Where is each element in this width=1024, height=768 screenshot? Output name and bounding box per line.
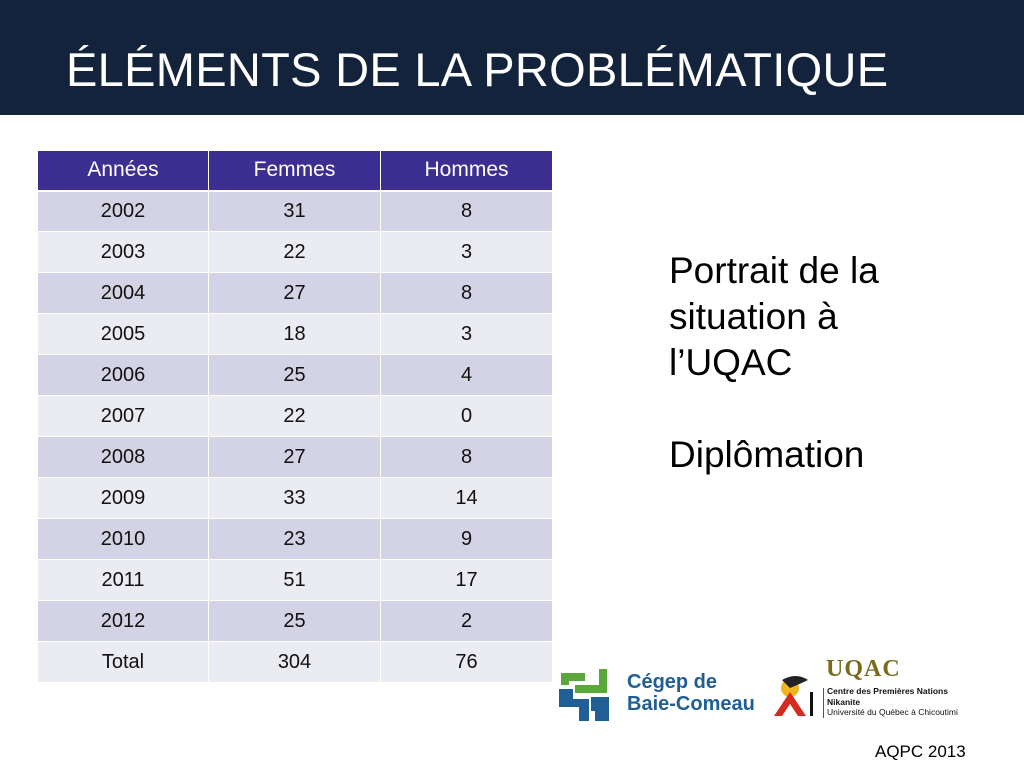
uqac-divider <box>823 688 824 718</box>
cell-total-label: Total <box>38 642 209 683</box>
table-row-total <box>38 642 553 683</box>
graduation-table <box>37 150 553 683</box>
table-row <box>38 601 553 642</box>
cell-year: 2011 <box>38 560 209 601</box>
footer-label: AQPC 2013 <box>875 742 966 761</box>
uqac-line-3: Université du Québec à Chicoutimi <box>827 707 958 717</box>
cegep-logo <box>555 665 755 725</box>
header-femmes: Femmes <box>209 151 381 191</box>
uqac-logo <box>770 656 990 722</box>
cell-men: 8 <box>381 437 553 478</box>
uqac-emblem-icon <box>770 656 822 722</box>
cell-year: 2003 <box>38 232 209 273</box>
header-hommes: Hommes <box>381 151 553 191</box>
cell-men: 8 <box>381 191 553 232</box>
table-row <box>38 478 553 519</box>
cell-year: 2007 <box>38 396 209 437</box>
cell-women: 27 <box>209 437 381 478</box>
cell-men: 8 <box>381 273 553 314</box>
cell-year: 2008 <box>38 437 209 478</box>
cell-women: 23 <box>209 519 381 560</box>
slide-title: ÉLÉMENTS DE LA PROBLÉMATIQUE <box>66 43 889 96</box>
table-row <box>38 273 553 314</box>
cell-men: 3 <box>381 314 553 355</box>
uqac-line-2: Nikanite <box>827 696 861 707</box>
cegep-emblem-icon <box>555 665 619 725</box>
cell-men: 2 <box>381 601 553 642</box>
cell-women: 25 <box>209 601 381 642</box>
caption-line-3: l’UQAC <box>669 342 793 383</box>
caption-line-4: Diplômation <box>669 434 865 475</box>
cegep-name: Cégep de Baie-Comeau <box>627 671 755 715</box>
cell-year: 2009 <box>38 478 209 519</box>
caption-line-1: Portrait de la <box>669 250 879 291</box>
cell-women: 25 <box>209 355 381 396</box>
cell-men: 3 <box>381 232 553 273</box>
header-annees: Années <box>38 151 209 191</box>
caption-line-2: situation à <box>669 296 838 337</box>
cell-year: 2004 <box>38 273 209 314</box>
cell-total-women: 304 <box>209 642 381 683</box>
table-row <box>38 396 553 437</box>
cell-year: 2005 <box>38 314 209 355</box>
table-row <box>38 560 553 601</box>
side-caption <box>669 248 989 478</box>
uqac-word: UQAC <box>826 656 901 682</box>
cell-women: 31 <box>209 191 381 232</box>
cell-men: 17 <box>381 560 553 601</box>
table-row <box>38 437 553 478</box>
cell-women: 33 <box>209 478 381 519</box>
uqac-text-lines <box>827 686 958 718</box>
cell-year: 2010 <box>38 519 209 560</box>
uqac-line-1: Centre des Premières Nations <box>827 686 948 696</box>
caption-spacer <box>669 386 989 432</box>
cell-women: 51 <box>209 560 381 601</box>
cell-men: 0 <box>381 396 553 437</box>
cell-women: 27 <box>209 273 381 314</box>
cell-year: 2006 <box>38 355 209 396</box>
cell-total-men: 76 <box>381 642 553 683</box>
cell-women: 22 <box>209 232 381 273</box>
cell-men: 9 <box>381 519 553 560</box>
table-row <box>38 519 553 560</box>
cell-year: 2012 <box>38 601 209 642</box>
table-row <box>38 191 553 232</box>
cell-year: 2002 <box>38 191 209 232</box>
cell-women: 18 <box>209 314 381 355</box>
table-row <box>38 232 553 273</box>
table-header-row <box>38 151 553 191</box>
cell-men: 14 <box>381 478 553 519</box>
cell-men: 4 <box>381 355 553 396</box>
title-bar <box>0 0 1024 115</box>
table-row <box>38 314 553 355</box>
table-row <box>38 355 553 396</box>
cell-women: 22 <box>209 396 381 437</box>
